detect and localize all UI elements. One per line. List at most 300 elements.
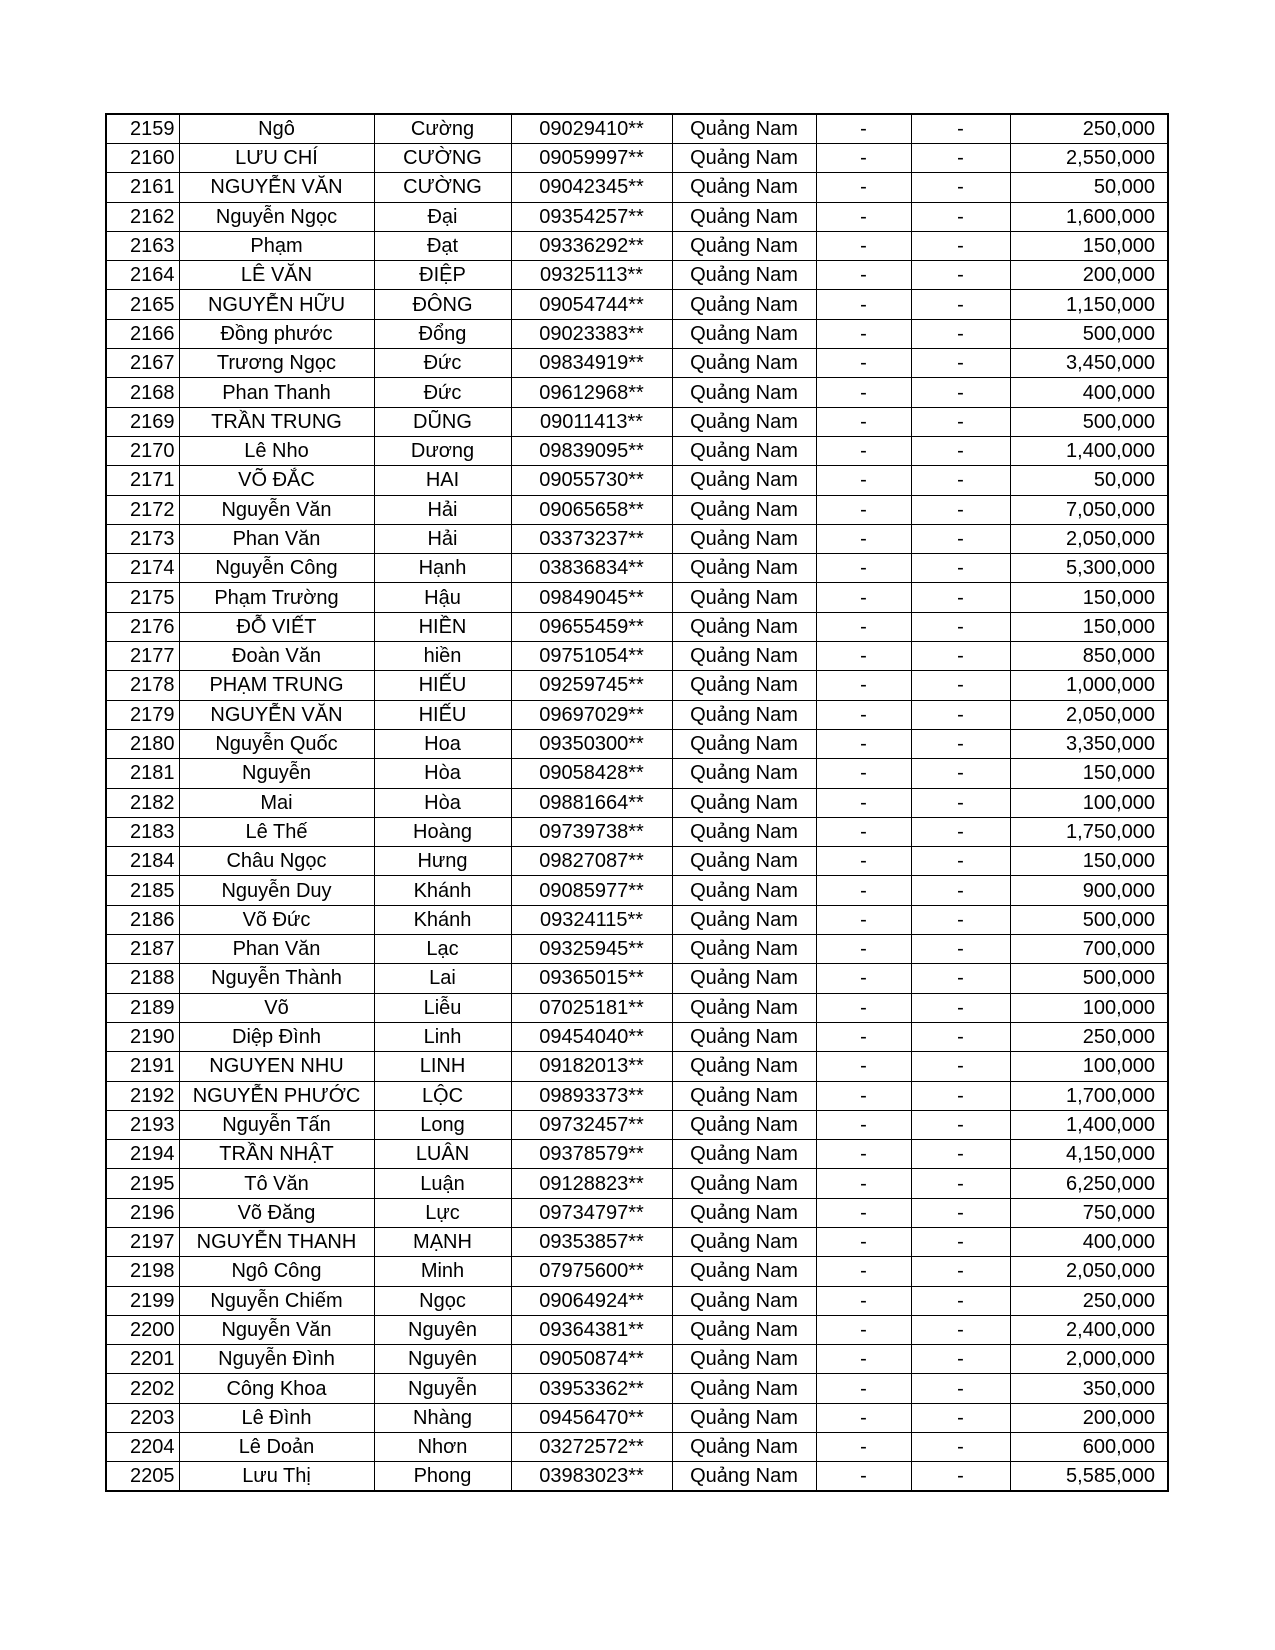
province-cell: Quảng Nam	[672, 905, 816, 934]
table-row	[106, 817, 1168, 846]
empty-value-cell: -	[911, 671, 1010, 700]
empty-value-cell: -	[911, 319, 1010, 348]
phone-cell: 09893373**	[511, 1081, 672, 1110]
amount-cell: 750,000	[1010, 1198, 1168, 1227]
province-cell: Quảng Nam	[672, 642, 816, 671]
empty-value-cell: -	[911, 1403, 1010, 1432]
empty-value-cell: -	[816, 642, 911, 671]
amount-cell: 1,750,000	[1010, 817, 1168, 846]
empty-value-cell: -	[816, 407, 911, 436]
row-number-cell: 2188	[106, 964, 179, 993]
empty-value-cell: -	[816, 612, 911, 641]
last-name-cell: VÕ ĐẮC	[179, 466, 374, 495]
empty-value-cell: -	[911, 935, 1010, 964]
row-number-cell: 2202	[106, 1374, 179, 1403]
first-name-cell: MẠNH	[374, 1227, 511, 1256]
first-name-cell: Lực	[374, 1198, 511, 1227]
empty-value-cell: -	[816, 1140, 911, 1169]
first-name-cell: Khánh	[374, 905, 511, 934]
amount-cell: 500,000	[1010, 407, 1168, 436]
phone-cell: 03373237**	[511, 524, 672, 553]
amount-cell: 100,000	[1010, 993, 1168, 1022]
row-number-cell: 2205	[106, 1462, 179, 1492]
last-name-cell: Diệp Đình	[179, 1022, 374, 1051]
table-row	[106, 349, 1168, 378]
empty-value-cell: -	[816, 114, 911, 144]
amount-cell: 600,000	[1010, 1433, 1168, 1462]
province-cell: Quảng Nam	[672, 202, 816, 231]
empty-value-cell: -	[911, 114, 1010, 144]
phone-cell: 09849045**	[511, 583, 672, 612]
table-row	[106, 1257, 1168, 1286]
last-name-cell: LÊ VĂN	[179, 261, 374, 290]
row-number-cell: 2191	[106, 1052, 179, 1081]
row-number-cell: 2204	[106, 1433, 179, 1462]
empty-value-cell: -	[911, 642, 1010, 671]
empty-value-cell: -	[911, 612, 1010, 641]
empty-value-cell: -	[911, 466, 1010, 495]
empty-value-cell: -	[911, 1345, 1010, 1374]
empty-value-cell: -	[816, 1227, 911, 1256]
first-name-cell: hiền	[374, 642, 511, 671]
table-row	[106, 1169, 1168, 1198]
phone-cell: 03272572**	[511, 1433, 672, 1462]
first-name-cell: Hoa	[374, 729, 511, 758]
first-name-cell: CƯỜNG	[374, 173, 511, 202]
empty-value-cell: -	[816, 1052, 911, 1081]
last-name-cell: Lê Thế	[179, 817, 374, 846]
row-number-cell: 2171	[106, 466, 179, 495]
last-name-cell: NGUYỄN PHƯỚC	[179, 1081, 374, 1110]
last-name-cell: Lưu Thị	[179, 1462, 374, 1492]
province-cell: Quảng Nam	[672, 1140, 816, 1169]
table-row	[106, 436, 1168, 465]
last-name-cell: Nguyễn Duy	[179, 876, 374, 905]
province-cell: Quảng Nam	[672, 1169, 816, 1198]
row-number-cell: 2183	[106, 817, 179, 846]
empty-value-cell: -	[816, 1374, 911, 1403]
phone-cell: 07975600**	[511, 1257, 672, 1286]
table-row	[106, 935, 1168, 964]
first-name-cell: HIỀN	[374, 612, 511, 641]
row-number-cell: 2194	[106, 1140, 179, 1169]
donor-table	[105, 113, 1169, 1492]
phone-cell: 09365015**	[511, 964, 672, 993]
province-cell: Quảng Nam	[672, 231, 816, 260]
last-name-cell: Phạm Trường	[179, 583, 374, 612]
row-number-cell: 2198	[106, 1257, 179, 1286]
amount-cell: 3,450,000	[1010, 349, 1168, 378]
last-name-cell: TRẦN NHẬT	[179, 1140, 374, 1169]
row-number-cell: 2192	[106, 1081, 179, 1110]
table-row	[106, 1403, 1168, 1432]
last-name-cell: Phan Thanh	[179, 378, 374, 407]
amount-cell: 500,000	[1010, 319, 1168, 348]
phone-cell: 09023383**	[511, 319, 672, 348]
province-cell: Quảng Nam	[672, 1315, 816, 1344]
amount-cell: 500,000	[1010, 964, 1168, 993]
empty-value-cell: -	[911, 436, 1010, 465]
last-name-cell: Nguyễn Công	[179, 554, 374, 583]
empty-value-cell: -	[816, 202, 911, 231]
empty-value-cell: -	[911, 554, 1010, 583]
phone-cell: 09085977**	[511, 876, 672, 905]
first-name-cell: ĐÔNG	[374, 290, 511, 319]
row-number-cell: 2186	[106, 905, 179, 934]
province-cell: Quảng Nam	[672, 261, 816, 290]
first-name-cell: Đức	[374, 349, 511, 378]
row-number-cell: 2164	[106, 261, 179, 290]
table-row	[106, 993, 1168, 1022]
first-name-cell: Đạt	[374, 231, 511, 260]
amount-cell: 5,585,000	[1010, 1462, 1168, 1492]
row-number-cell: 2196	[106, 1198, 179, 1227]
table-row	[106, 1227, 1168, 1256]
last-name-cell: Nguyễn Chiếm	[179, 1286, 374, 1315]
first-name-cell: Hạnh	[374, 554, 511, 583]
empty-value-cell: -	[911, 290, 1010, 319]
phone-cell: 09055730**	[511, 466, 672, 495]
amount-cell: 50,000	[1010, 173, 1168, 202]
first-name-cell: Liễu	[374, 993, 511, 1022]
first-name-cell: Dương	[374, 436, 511, 465]
amount-cell: 2,050,000	[1010, 1257, 1168, 1286]
empty-value-cell: -	[911, 231, 1010, 260]
first-name-cell: Đổng	[374, 319, 511, 348]
empty-value-cell: -	[816, 1257, 911, 1286]
phone-cell: 09834919**	[511, 349, 672, 378]
empty-value-cell: -	[911, 1140, 1010, 1169]
empty-value-cell: -	[816, 290, 911, 319]
province-cell: Quảng Nam	[672, 583, 816, 612]
empty-value-cell: -	[911, 1433, 1010, 1462]
row-number-cell: 2175	[106, 583, 179, 612]
empty-value-cell: -	[911, 759, 1010, 788]
empty-value-cell: -	[816, 993, 911, 1022]
row-number-cell: 2174	[106, 554, 179, 583]
empty-value-cell: -	[816, 847, 911, 876]
province-cell: Quảng Nam	[672, 349, 816, 378]
amount-cell: 100,000	[1010, 1052, 1168, 1081]
province-cell: Quảng Nam	[672, 671, 816, 700]
row-number-cell: 2201	[106, 1345, 179, 1374]
empty-value-cell: -	[911, 1081, 1010, 1110]
last-name-cell: LƯU CHÍ	[179, 144, 374, 173]
first-name-cell: ĐIỆP	[374, 261, 511, 290]
phone-cell: 09182013**	[511, 1052, 672, 1081]
empty-value-cell: -	[816, 1022, 911, 1051]
empty-value-cell: -	[816, 1345, 911, 1374]
amount-cell: 2,050,000	[1010, 524, 1168, 553]
first-name-cell: Nguyễn	[374, 1374, 511, 1403]
last-name-cell: Nguyễn Đình	[179, 1345, 374, 1374]
row-number-cell: 2203	[106, 1403, 179, 1432]
phone-cell: 09042345**	[511, 173, 672, 202]
amount-cell: 100,000	[1010, 788, 1168, 817]
first-name-cell: Lạc	[374, 935, 511, 964]
table-row	[106, 466, 1168, 495]
empty-value-cell: -	[816, 935, 911, 964]
amount-cell: 150,000	[1010, 231, 1168, 260]
empty-value-cell: -	[816, 1169, 911, 1198]
empty-value-cell: -	[816, 1081, 911, 1110]
row-number-cell: 2185	[106, 876, 179, 905]
last-name-cell: Mai	[179, 788, 374, 817]
empty-value-cell: -	[911, 1227, 1010, 1256]
phone-cell: 09364381**	[511, 1315, 672, 1344]
empty-value-cell: -	[816, 524, 911, 553]
first-name-cell: Hậu	[374, 583, 511, 612]
empty-value-cell: -	[911, 700, 1010, 729]
phone-cell: 09050874**	[511, 1345, 672, 1374]
table-row	[106, 905, 1168, 934]
last-name-cell: Nguyễn Ngọc	[179, 202, 374, 231]
amount-cell: 1,400,000	[1010, 436, 1168, 465]
table-row	[106, 729, 1168, 758]
first-name-cell: CƯỜNG	[374, 144, 511, 173]
table-row	[106, 378, 1168, 407]
empty-value-cell: -	[816, 144, 911, 173]
table-row	[106, 319, 1168, 348]
empty-value-cell: -	[816, 788, 911, 817]
province-cell: Quảng Nam	[672, 466, 816, 495]
phone-cell: 09058428**	[511, 759, 672, 788]
row-number-cell: 2161	[106, 173, 179, 202]
amount-cell: 2,050,000	[1010, 700, 1168, 729]
phone-cell: 09881664**	[511, 788, 672, 817]
row-number-cell: 2187	[106, 935, 179, 964]
empty-value-cell: -	[816, 173, 911, 202]
amount-cell: 400,000	[1010, 1227, 1168, 1256]
table-row	[106, 700, 1168, 729]
row-number-cell: 2160	[106, 144, 179, 173]
empty-value-cell: -	[911, 1374, 1010, 1403]
last-name-cell: Ngô	[179, 114, 374, 144]
first-name-cell: Hải	[374, 524, 511, 553]
amount-cell: 2,400,000	[1010, 1315, 1168, 1344]
row-number-cell: 2177	[106, 642, 179, 671]
province-cell: Quảng Nam	[672, 1345, 816, 1374]
province-cell: Quảng Nam	[672, 700, 816, 729]
amount-cell: 150,000	[1010, 847, 1168, 876]
province-cell: Quảng Nam	[672, 1022, 816, 1051]
province-cell: Quảng Nam	[672, 993, 816, 1022]
last-name-cell: Lê Đình	[179, 1403, 374, 1432]
province-cell: Quảng Nam	[672, 1081, 816, 1110]
empty-value-cell: -	[911, 993, 1010, 1022]
province-cell: Quảng Nam	[672, 1462, 816, 1492]
province-cell: Quảng Nam	[672, 319, 816, 348]
empty-value-cell: -	[816, 1315, 911, 1344]
row-number-cell: 2170	[106, 436, 179, 465]
phone-cell: 09732457**	[511, 1110, 672, 1139]
table-row	[106, 642, 1168, 671]
empty-value-cell: -	[816, 700, 911, 729]
last-name-cell: Đồng phước	[179, 319, 374, 348]
amount-cell: 2,550,000	[1010, 144, 1168, 173]
phone-cell: 03836834**	[511, 554, 672, 583]
amount-cell: 4,150,000	[1010, 1140, 1168, 1169]
row-number-cell: 2189	[106, 993, 179, 1022]
first-name-cell: Hòa	[374, 759, 511, 788]
phone-cell: 09734797**	[511, 1198, 672, 1227]
table-row	[106, 1462, 1168, 1492]
first-name-cell: Nhơn	[374, 1433, 511, 1462]
row-number-cell: 2184	[106, 847, 179, 876]
amount-cell: 150,000	[1010, 583, 1168, 612]
table-row	[106, 583, 1168, 612]
last-name-cell: Ngô Công	[179, 1257, 374, 1286]
province-cell: Quảng Nam	[672, 378, 816, 407]
phone-cell: 09353857**	[511, 1227, 672, 1256]
phone-cell: 09350300**	[511, 729, 672, 758]
empty-value-cell: -	[911, 1022, 1010, 1051]
table-row	[106, 261, 1168, 290]
province-cell: Quảng Nam	[672, 436, 816, 465]
province-cell: Quảng Nam	[672, 788, 816, 817]
first-name-cell: Khánh	[374, 876, 511, 905]
last-name-cell: Võ Đăng	[179, 1198, 374, 1227]
phone-cell: 09054744**	[511, 290, 672, 319]
amount-cell: 200,000	[1010, 1403, 1168, 1432]
phone-cell: 07025181**	[511, 993, 672, 1022]
empty-value-cell: -	[911, 144, 1010, 173]
amount-cell: 150,000	[1010, 612, 1168, 641]
last-name-cell: Phạm	[179, 231, 374, 260]
amount-cell: 1,000,000	[1010, 671, 1168, 700]
last-name-cell: Phan Văn	[179, 935, 374, 964]
row-number-cell: 2195	[106, 1169, 179, 1198]
phone-cell: 03953362**	[511, 1374, 672, 1403]
amount-cell: 1,400,000	[1010, 1110, 1168, 1139]
row-number-cell: 2199	[106, 1286, 179, 1315]
first-name-cell: Nhàng	[374, 1403, 511, 1432]
row-number-cell: 2181	[106, 759, 179, 788]
empty-value-cell: -	[816, 817, 911, 846]
row-number-cell: 2168	[106, 378, 179, 407]
first-name-cell: Luận	[374, 1169, 511, 1198]
last-name-cell: Võ Đức	[179, 905, 374, 934]
row-number-cell: 2169	[106, 407, 179, 436]
table-row	[106, 144, 1168, 173]
empty-value-cell: -	[911, 261, 1010, 290]
table-row	[106, 407, 1168, 436]
last-name-cell: NGUYEN NHU	[179, 1052, 374, 1081]
province-cell: Quảng Nam	[672, 759, 816, 788]
table-row	[106, 1433, 1168, 1462]
row-number-cell: 2179	[106, 700, 179, 729]
empty-value-cell: -	[911, 1052, 1010, 1081]
province-cell: Quảng Nam	[672, 173, 816, 202]
row-number-cell: 2172	[106, 495, 179, 524]
amount-cell: 50,000	[1010, 466, 1168, 495]
empty-value-cell: -	[816, 1286, 911, 1315]
phone-cell: 09839095**	[511, 436, 672, 465]
phone-cell: 09325945**	[511, 935, 672, 964]
last-name-cell: NGUYỄN VĂN	[179, 700, 374, 729]
table-row	[106, 1081, 1168, 1110]
phone-cell: 09065658**	[511, 495, 672, 524]
first-name-cell: HIẾU	[374, 700, 511, 729]
amount-cell: 400,000	[1010, 378, 1168, 407]
table-row	[106, 1140, 1168, 1169]
last-name-cell: Phan Văn	[179, 524, 374, 553]
amount-cell: 200,000	[1010, 261, 1168, 290]
province-cell: Quảng Nam	[672, 612, 816, 641]
phone-cell: 09751054**	[511, 642, 672, 671]
amount-cell: 850,000	[1010, 642, 1168, 671]
amount-cell: 500,000	[1010, 905, 1168, 934]
province-cell: Quảng Nam	[672, 1374, 816, 1403]
row-number-cell: 2178	[106, 671, 179, 700]
province-cell: Quảng Nam	[672, 1110, 816, 1139]
amount-cell: 350,000	[1010, 1374, 1168, 1403]
first-name-cell: Lai	[374, 964, 511, 993]
last-name-cell: Nguyễn Văn	[179, 1315, 374, 1344]
empty-value-cell: -	[911, 349, 1010, 378]
first-name-cell: LINH	[374, 1052, 511, 1081]
first-name-cell: Nguyên	[374, 1315, 511, 1344]
last-name-cell: PHẠM TRUNG	[179, 671, 374, 700]
phone-cell: 09259745**	[511, 671, 672, 700]
province-cell: Quảng Nam	[672, 1257, 816, 1286]
empty-value-cell: -	[911, 964, 1010, 993]
row-number-cell: 2165	[106, 290, 179, 319]
table-row	[106, 1110, 1168, 1139]
empty-value-cell: -	[816, 1403, 911, 1432]
empty-value-cell: -	[816, 876, 911, 905]
table-row	[106, 290, 1168, 319]
empty-value-cell: -	[911, 1315, 1010, 1344]
empty-value-cell: -	[816, 729, 911, 758]
table-row	[106, 612, 1168, 641]
amount-cell: 1,600,000	[1010, 202, 1168, 231]
row-number-cell: 2162	[106, 202, 179, 231]
phone-cell: 09354257**	[511, 202, 672, 231]
empty-value-cell: -	[911, 847, 1010, 876]
first-name-cell: Hải	[374, 495, 511, 524]
row-number-cell: 2167	[106, 349, 179, 378]
empty-value-cell: -	[911, 788, 1010, 817]
empty-value-cell: -	[816, 1462, 911, 1492]
empty-value-cell: -	[816, 378, 911, 407]
table-row	[106, 1052, 1168, 1081]
table-row	[106, 202, 1168, 231]
last-name-cell: NGUYỄN THANH	[179, 1227, 374, 1256]
empty-value-cell: -	[816, 349, 911, 378]
empty-value-cell: -	[816, 495, 911, 524]
last-name-cell: NGUYỄN HỮU	[179, 290, 374, 319]
empty-value-cell: -	[816, 466, 911, 495]
table-row	[106, 847, 1168, 876]
row-number-cell: 2159	[106, 114, 179, 144]
province-cell: Quảng Nam	[672, 1403, 816, 1432]
first-name-cell: Đại	[374, 202, 511, 231]
table-row	[106, 759, 1168, 788]
table-row	[106, 114, 1168, 144]
amount-cell: 1,700,000	[1010, 1081, 1168, 1110]
first-name-cell: Linh	[374, 1022, 511, 1051]
row-number-cell: 2176	[106, 612, 179, 641]
last-name-cell: Nguyễn Thành	[179, 964, 374, 993]
first-name-cell: LUÂN	[374, 1140, 511, 1169]
amount-cell: 250,000	[1010, 1022, 1168, 1051]
row-number-cell: 2180	[106, 729, 179, 758]
table-row	[106, 231, 1168, 260]
row-number-cell: 2173	[106, 524, 179, 553]
empty-value-cell: -	[911, 202, 1010, 231]
amount-cell: 7,050,000	[1010, 495, 1168, 524]
